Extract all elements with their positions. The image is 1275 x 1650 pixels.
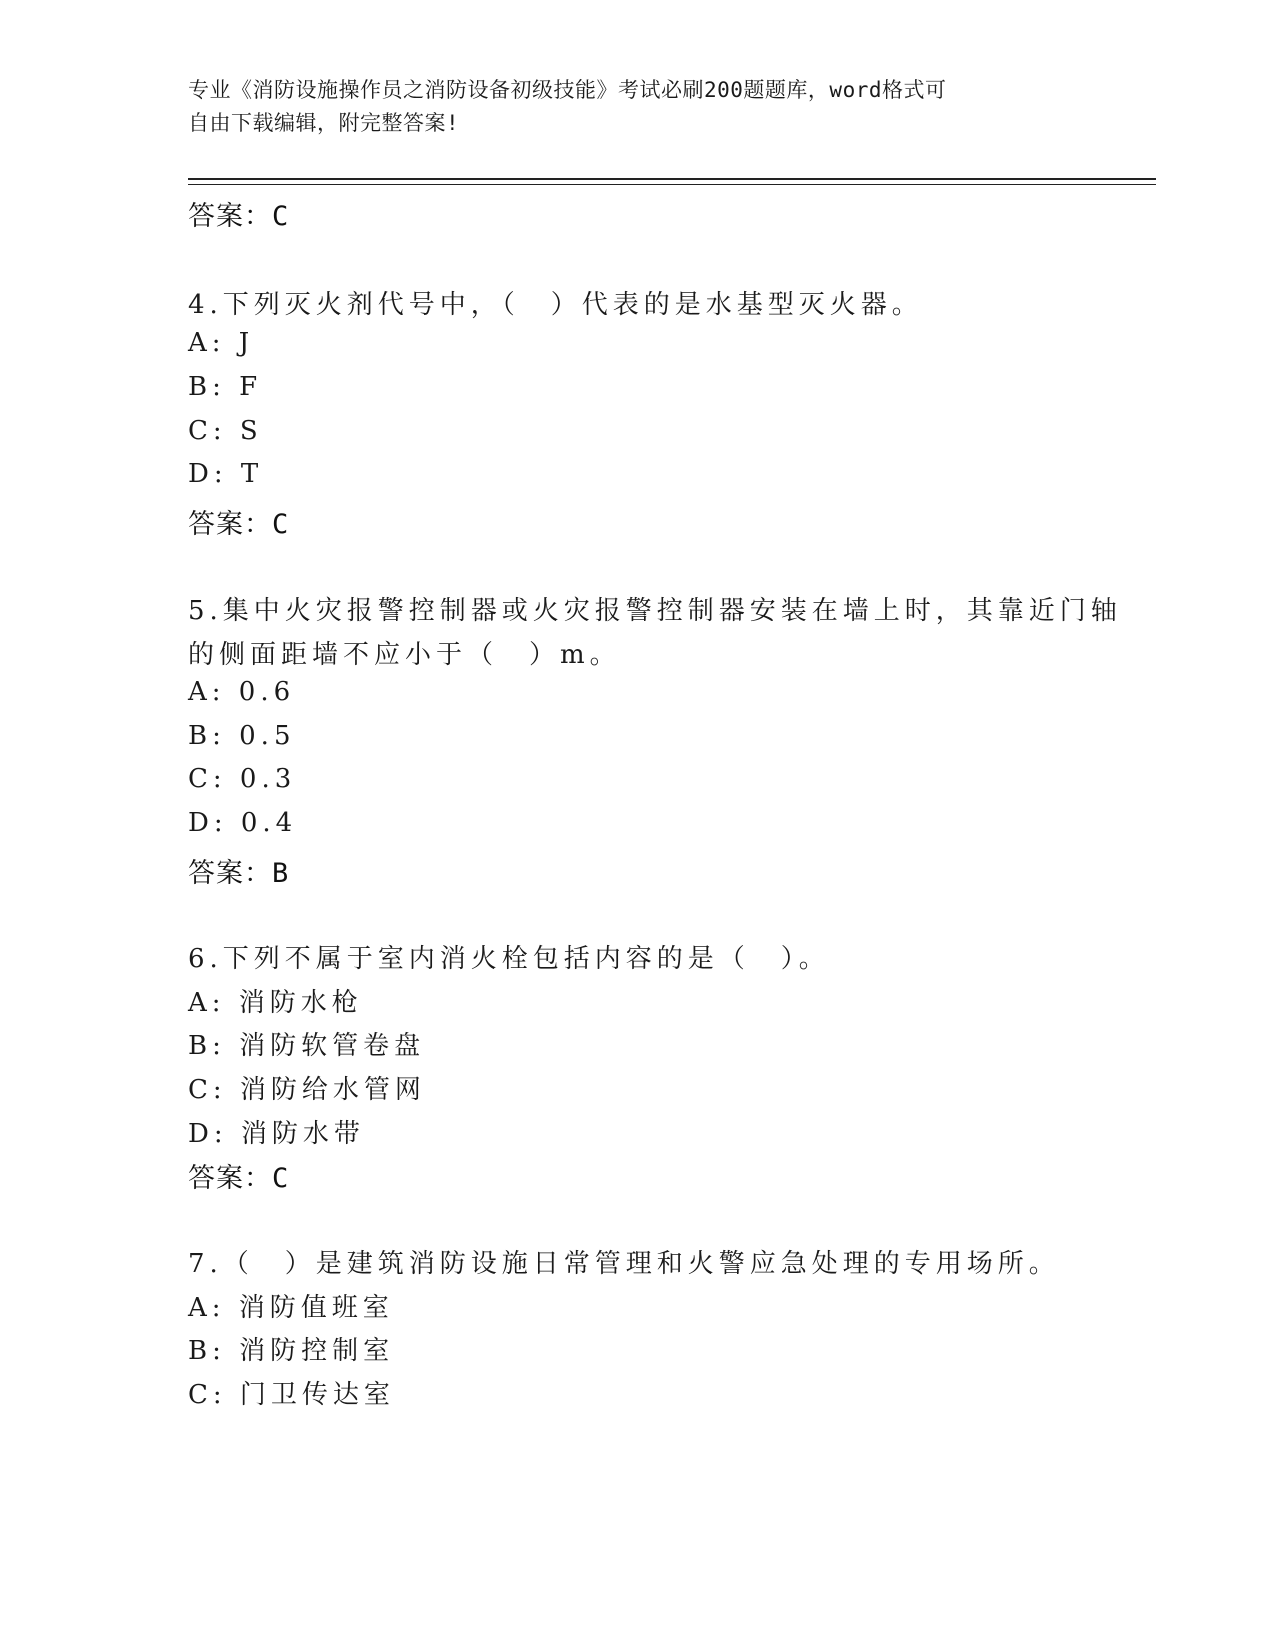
question-7-option-a: A: 消防值班室 — [188, 1293, 394, 1323]
question-4: 4.下列灭火剂代号中，（ ）代表的是水基型灭火器。 — [188, 290, 923, 320]
header-line-2: 自由下载编辑，附完整答案! — [188, 111, 460, 135]
answer-q5: 答案：B — [188, 858, 290, 889]
question-7-option-c: C: 门卫传达室 — [188, 1380, 395, 1410]
header-line-1: 专业《消防设施操作员之消防设备初级技能》考试必刷200题题库，word格式可 — [188, 78, 947, 102]
header-rule-thick — [188, 178, 1156, 180]
question-7: 7.（ ）是建筑消防设施日常管理和火警应急处理的专用场所。 — [188, 1249, 1060, 1279]
question-4-option-d: D: T — [188, 459, 264, 489]
header-rule-thin — [188, 184, 1156, 185]
question-5-option-d: D: 0.4 — [188, 808, 298, 838]
answer-q6: 答案：C — [188, 1163, 290, 1194]
question-4-option-b: B: F — [188, 372, 263, 402]
question-6-option-d: D: 消防水带 — [188, 1119, 365, 1149]
question-6-option-c: C: 消防给水管网 — [188, 1075, 426, 1105]
question-6-option-a: A: 消防水枪 — [188, 988, 363, 1018]
question-5-line-1: 5.集中火灾报警控制器或火灾报警控制器安装在墙上时，其靠近门轴 — [188, 596, 1122, 626]
question-4-option-a: A: J — [188, 328, 255, 358]
document-header — [188, 74, 1088, 140]
question-5-option-a: A: 0.6 — [188, 677, 296, 707]
question-6: 6.下列不属于室内消火栓包括内容的是（ ）。 — [188, 944, 830, 974]
question-5-line-2: 的侧面距墙不应小于（ ）m。 — [188, 640, 621, 670]
question-5-option-c: C: 0.3 — [188, 764, 297, 794]
answer-q3: 答案：C — [188, 201, 290, 232]
answer-q4: 答案：C — [188, 509, 290, 540]
question-5-option-b: B: 0.5 — [188, 721, 296, 751]
question-4-option-c: C: S — [188, 416, 263, 446]
question-7-option-b: B: 消防控制室 — [188, 1336, 395, 1366]
question-6-option-b: B: 消防软管卷盘 — [188, 1031, 426, 1061]
